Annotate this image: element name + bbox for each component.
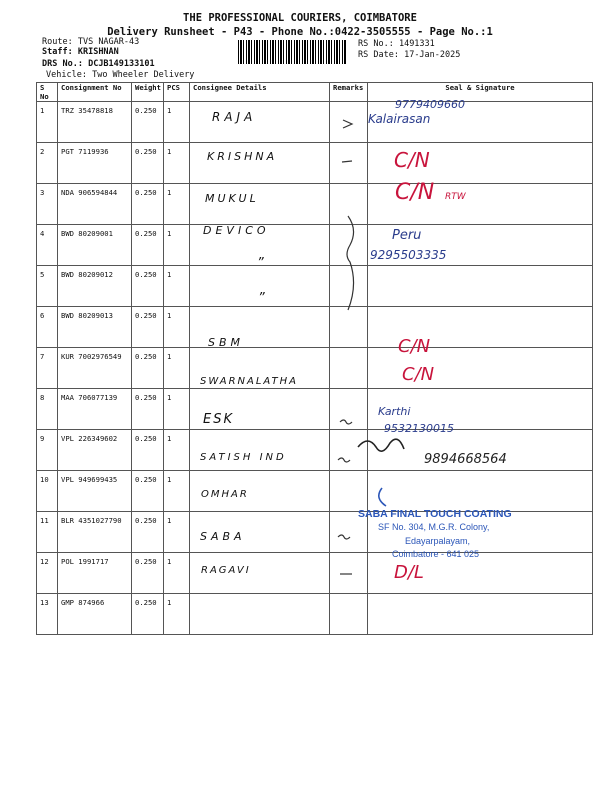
- stamp-line-3: Edayarpalayam,: [405, 536, 471, 546]
- hw-consignee-1: RAJA: [212, 110, 257, 124]
- cell-consignment: MAA 706077139: [58, 389, 132, 430]
- tick-mark: [343, 120, 352, 128]
- vehicle-value: Two Wheeler Delivery: [92, 70, 195, 80]
- hw-consignee-11: OMHAR: [201, 489, 249, 500]
- cell-consignment: VPL 949699435: [58, 471, 132, 512]
- cell-sno: 12: [37, 553, 58, 594]
- drs-label: DRS No.:: [42, 59, 83, 69]
- hw-consignee-5: ”: [257, 256, 264, 271]
- cell-sno: 2: [37, 143, 58, 184]
- drs-value: DCJB149133101: [88, 59, 155, 69]
- tick-mark: [338, 458, 350, 462]
- cell-consignment: TRZ 35478818: [58, 102, 132, 143]
- signature-scribble: [379, 488, 386, 506]
- cell-sno: 1: [37, 102, 58, 143]
- cell-pcs: 1: [164, 266, 190, 307]
- cell-consignment: BWD 80209013: [58, 307, 132, 348]
- cell-sno: 6: [37, 307, 58, 348]
- cell-pcs: 1: [164, 471, 190, 512]
- cell-sno: 9: [37, 430, 58, 471]
- bracket-mark: [347, 216, 354, 310]
- cell-consignment: PGT 7119936: [58, 143, 132, 184]
- hw-consignee-2: KRISHNA: [207, 150, 278, 163]
- cell-weight: 0.250: [132, 184, 164, 225]
- cell-consignment: POL 1991717: [58, 553, 132, 594]
- stamp-line-2: SF No. 304, M.G.R. Colony,: [378, 522, 490, 532]
- hw-sign-5-name: Peru: [392, 228, 422, 243]
- hw-sign-5-phone: 9295503335: [370, 248, 447, 262]
- cell-pcs: 1: [164, 348, 190, 389]
- cell-weight: 0.250: [132, 307, 164, 348]
- cell-weight: 0.250: [132, 102, 164, 143]
- cell-weight: 0.250: [132, 594, 164, 635]
- staff-value: KRISHNAN: [77, 47, 119, 57]
- stamp-line-1: SABA FINAL TOUCH COATING: [358, 508, 512, 520]
- cell-weight: 0.250: [132, 471, 164, 512]
- cell-pcs: 1: [164, 225, 190, 266]
- cell-consignment: BWD 80209012: [58, 266, 132, 307]
- cell-consignment: GMP 874966: [58, 594, 132, 635]
- col-weight: Weight: [132, 83, 164, 102]
- col-consignee: Consignee Details: [190, 83, 330, 102]
- hw-sign-8: C/N: [402, 364, 435, 385]
- cell-sno: 11: [37, 512, 58, 553]
- cell-pcs: 1: [164, 102, 190, 143]
- cell-pcs: 1: [164, 512, 190, 553]
- cell-weight: 0.250: [132, 512, 164, 553]
- cell-weight: 0.250: [132, 348, 164, 389]
- cell-pcs: 1: [164, 143, 190, 184]
- hw-consignee-4: DEVICO: [203, 224, 270, 237]
- hw-sign-1-name: Kalairasan: [368, 112, 431, 126]
- col-remarks: Remarks: [330, 83, 368, 102]
- cell-pcs: 1: [164, 184, 190, 225]
- cell-consignment: BWD 80209001: [58, 225, 132, 266]
- hw-sign-9-name: Karthi: [378, 405, 411, 418]
- cell-weight: 0.250: [132, 430, 164, 471]
- hw-sign-13: D/L: [394, 562, 424, 583]
- cell-weight: 0.250: [132, 143, 164, 184]
- cell-consignment: VPL 226349602: [58, 430, 132, 471]
- col-signature: Seal & Signature: [368, 83, 593, 102]
- cell-pcs: 1: [164, 553, 190, 594]
- cell-sno: 8: [37, 389, 58, 430]
- hw-sign-10-phone: 9894668564: [424, 452, 507, 467]
- cell-sno: 7: [37, 348, 58, 389]
- hw-consignee-12: SABA: [200, 530, 246, 543]
- hw-consignee-6: ”: [258, 291, 265, 306]
- tick-mark: [342, 161, 352, 162]
- rs-no-label: RS No.:: [358, 39, 394, 49]
- hw-sign-3: C/N: [395, 180, 435, 205]
- hw-sign-2: C/N: [394, 148, 430, 172]
- cell-consignment: KUR 7002976549: [58, 348, 132, 389]
- cell-sno: 5: [37, 266, 58, 307]
- hw-sign-1-phone: 9779409660: [395, 98, 465, 111]
- hw-sign-7: C/N: [398, 336, 431, 357]
- hw-consignee-3: MUKUL: [205, 192, 259, 205]
- cell-sno: 10: [37, 471, 58, 512]
- signature-scribble: [358, 439, 404, 451]
- cell-consignment: NDA 906594844: [58, 184, 132, 225]
- stamp-line-4: Coimbatore - 641 025: [392, 549, 480, 559]
- vehicle-label: Vehicle:: [46, 70, 87, 80]
- hw-sign-3-rtw: RTW: [445, 192, 466, 202]
- rs-date-label: RS Date:: [358, 50, 399, 60]
- route-value: TVS NAGAR-43: [77, 37, 140, 47]
- hw-consignee-9: ESK: [203, 412, 234, 427]
- col-consignment: Consignment No: [58, 83, 132, 102]
- cell-weight: 0.250: [132, 266, 164, 307]
- hw-sign-9-phone: 9532130015: [384, 422, 454, 435]
- hw-consignee-13: RAGAVI: [201, 565, 251, 576]
- col-pcs: PCS: [164, 83, 190, 102]
- tick-mark: [338, 535, 350, 539]
- cell-pcs: 1: [164, 389, 190, 430]
- cell-sno: 4: [37, 225, 58, 266]
- cell-sno: 13: [37, 594, 58, 635]
- cell-sno: 3: [37, 184, 58, 225]
- hw-consignee-7: SBM: [208, 336, 245, 349]
- tick-mark: [340, 420, 352, 424]
- cell-pcs: 1: [164, 594, 190, 635]
- col-sno: S No: [37, 83, 58, 102]
- cell-pcs: 1: [164, 430, 190, 471]
- cell-pcs: 1: [164, 307, 190, 348]
- cell-weight: 0.250: [132, 225, 164, 266]
- staff-label: Staff:: [42, 47, 73, 57]
- cell-consignment: BLR 4351027790: [58, 512, 132, 553]
- cell-weight: 0.250: [132, 389, 164, 430]
- rs-date-value: 17-Jan-2025: [404, 50, 461, 60]
- runsheet-title: Delivery Runsheet - P43 - Phone No.:0422-3505555 - Page No.:1: [107, 26, 493, 38]
- hw-consignee-8: SWARNALATHA: [200, 376, 299, 387]
- hw-consignee-10: SATISH IND: [200, 452, 287, 463]
- cell-weight: 0.250: [132, 553, 164, 594]
- rs-no-value: 1491331: [398, 39, 435, 49]
- company-title: THE PROFESSIONAL COURIERS, COIMBATORE: [183, 12, 417, 24]
- route-label: Route:: [42, 37, 73, 47]
